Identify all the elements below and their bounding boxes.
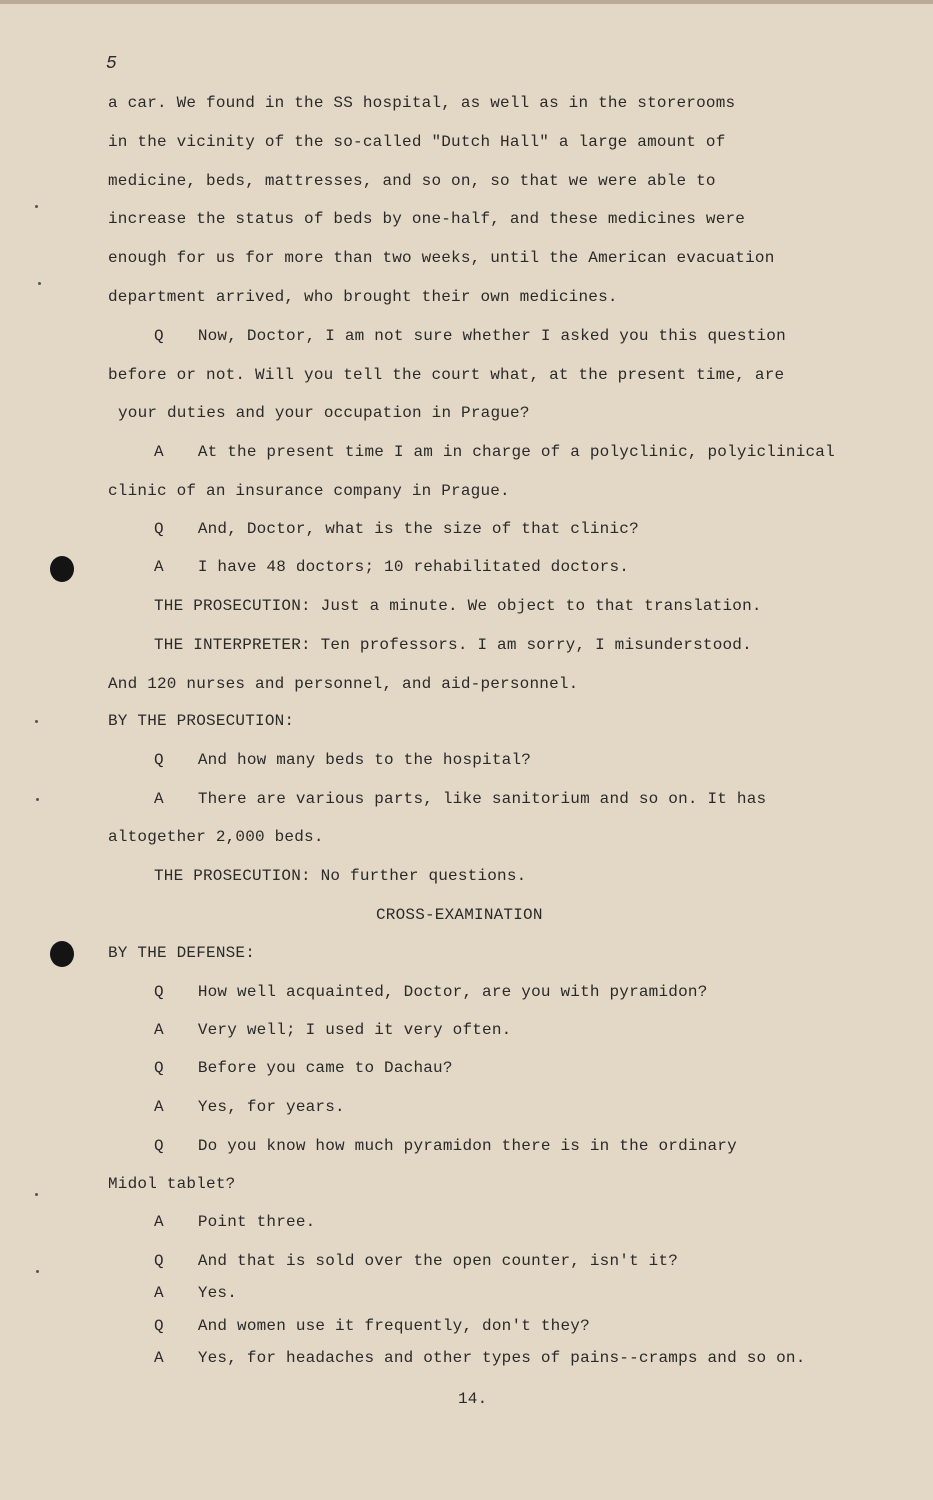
section-heading: BY THE DEFENSE:	[108, 944, 256, 962]
question-text: How well acquainted, Doctor, are you with pyramidon?	[197, 983, 708, 1001]
speaker-label: A	[154, 1098, 164, 1116]
speaker-label: Q	[154, 327, 164, 345]
speaker-label: A	[154, 443, 164, 461]
text-line: your duties and your occupation in Prague?	[118, 404, 530, 422]
page-number: 14.	[458, 1390, 488, 1408]
answer-line	[154, 1284, 237, 1302]
question-text: Now, Doctor, I am not sure whether I asked you this question	[197, 327, 786, 345]
answer-text: Very well; I used it very often.	[197, 1021, 512, 1039]
answer-line	[154, 1098, 345, 1116]
question-line	[154, 1317, 590, 1335]
text-line: clinic of an insurance company in Prague.	[108, 482, 510, 500]
answer-line	[154, 790, 766, 808]
speck	[35, 1193, 38, 1196]
speaker-label: A	[154, 558, 164, 576]
speaker-line: THE PROSECUTION: No further questions.	[154, 867, 527, 885]
speck	[36, 798, 39, 801]
answer-line	[154, 558, 629, 576]
text-line: before or not. Will you tell the court what, at the present time, are	[108, 366, 785, 384]
text-line: increase the status of beds by one-half, and these medicines were	[108, 210, 746, 228]
question-line	[154, 1252, 678, 1270]
speaker-label: A	[154, 790, 164, 808]
speaker-line: THE PROSECUTION: Just a minute. We object to that translation.	[154, 597, 762, 615]
question-text: And that is sold over the open counter, isn't it?	[197, 1252, 679, 1270]
question-line	[154, 751, 531, 769]
question-text: Before you came to Dachau?	[197, 1059, 453, 1077]
question-line	[154, 1137, 737, 1155]
speaker-label: Q	[154, 983, 164, 1001]
question-line	[154, 327, 786, 345]
text-line: a car. We found in the SS hospital, as well as in the storerooms	[108, 94, 736, 112]
speck	[38, 282, 41, 285]
speaker-label: Q	[154, 1252, 164, 1270]
speaker-label: A	[154, 1284, 164, 1302]
speaker-label: Q	[154, 1317, 164, 1335]
answer-line	[154, 443, 835, 461]
speaker-label: Q	[154, 1059, 164, 1077]
speck	[35, 720, 38, 723]
answer-line	[154, 1349, 806, 1367]
question-line	[154, 1059, 453, 1077]
speaker-label: Q	[154, 520, 164, 538]
answer-text: Point three.	[197, 1213, 316, 1231]
punch-hole-lower	[50, 941, 74, 967]
speck	[35, 205, 38, 208]
answer-text: Yes, for years.	[197, 1098, 345, 1116]
answer-text: I have 48 doctors; 10 rehabilitated doctors.	[197, 558, 630, 576]
speaker-label: Q	[154, 751, 164, 769]
answer-line	[154, 1021, 511, 1039]
page-top-edge	[0, 0, 933, 4]
speck	[36, 1270, 39, 1273]
answer-text: At the present time I am in charge of a polyclinic, polyiclinical	[197, 443, 835, 461]
answer-text: Yes.	[197, 1284, 238, 1302]
question-text: Do you know how much pyramidon there is in the ordinary	[197, 1137, 737, 1155]
section-heading: BY THE PROSECUTION:	[108, 712, 295, 730]
text-line: enough for us for more than two weeks, until the American evacuation	[108, 249, 775, 267]
text-line: altogether 2,000 beds.	[108, 828, 324, 846]
speaker-line: THE INTERPRETER: Ten professors. I am sorry, I misunderstood.	[154, 636, 752, 654]
speaker-label: A	[154, 1213, 164, 1231]
question-text: And, Doctor, what is the size of that clinic?	[197, 520, 639, 538]
answer-text: There are various parts, like sanitorium and so on. It has	[197, 790, 767, 808]
question-text: And how many beds to the hospital?	[197, 751, 532, 769]
answer-text: Yes, for headaches and other types of pains--cramps and so on.	[197, 1349, 806, 1367]
question-line	[154, 520, 639, 538]
text-line: department arrived, who brought their own medicines.	[108, 288, 618, 306]
question-line	[154, 983, 708, 1001]
punch-hole-upper	[50, 556, 74, 582]
cross-examination-heading: CROSS-EXAMINATION	[376, 906, 543, 924]
text-line: medicine, beds, mattresses, and so on, so that we were able to	[108, 172, 716, 190]
corner-page-number: 5	[106, 54, 118, 74]
text-line: And 120 nurses and personnel, and aid-personnel.	[108, 675, 579, 693]
text-line: Midol tablet?	[108, 1175, 236, 1193]
answer-line	[154, 1213, 315, 1231]
speaker-label: Q	[154, 1137, 164, 1155]
speaker-label: A	[154, 1349, 164, 1367]
text-line: in the vicinity of the so-called "Dutch Hall" a large amount of	[108, 133, 726, 151]
question-text: And women use it frequently, don't they?	[197, 1317, 590, 1335]
speaker-label: A	[154, 1021, 164, 1039]
